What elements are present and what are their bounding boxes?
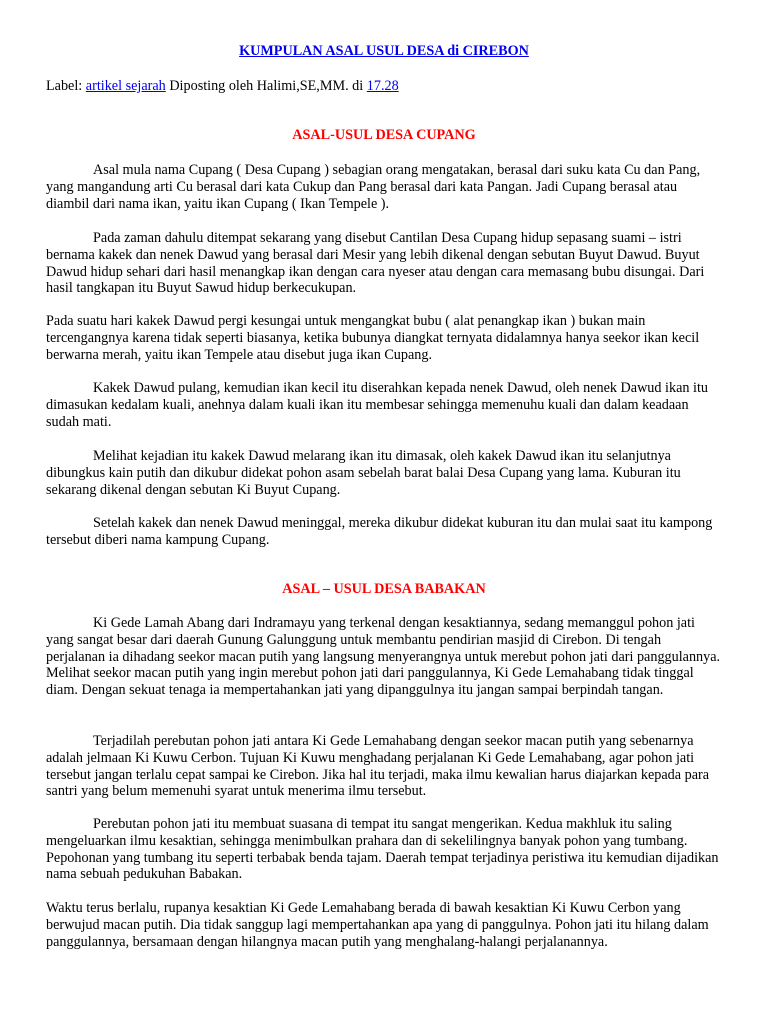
section-title-cupang: ASAL-USUL DESA CUPANG <box>292 127 476 143</box>
paragraph: Setelah kakek dan nenek Dawud meninggal, mereka dikubur didekat kuburan itu dan mulai saat itu kampong tersebut diberi nama kampung Cupang. <box>46 515 713 548</box>
document-title-link[interactable]: KUMPULAN ASAL USUL DESA di CIREBON <box>239 43 529 59</box>
label-link[interactable]: artikel sejarah <box>85 78 166 94</box>
paragraph: Melihat kejadian itu kakek Dawud melarang ikan itu dimasak, oleh kakek Dawud ikan itu selanjutnya dibungkus kain putih dan dikubur didekat pohon asam sebelah barat balai Desa Cupang yang lama. Kuburan itu sekarang dikenal dengan sebutan Ki Buyut Cupang. <box>46 448 681 498</box>
paragraph: Waktu terus berlalu, rupanya kesaktian Ki Gede Lemahabang berada di bawah kesaktian Ki Kuwu Cerbon yang berwujud macan putih. Dia tidak sanggup lagi mempertahankan apa yang di panggulnya. Pohon jati itu hilang dalam panggulannya, bersamaan dengan hilangnya macan putih yang menghalang-halangi perjalanannya. <box>46 900 709 950</box>
post-meta <box>46 78 399 95</box>
section-title-babakan: ASAL – USUL DESA BABAKAN <box>282 581 486 597</box>
paragraph: Terjadilah perebutan pohon jati antara Ki Gede Lemahabang dengan seekor macan putih yang sebenarnya adalah jelmaan Ki Kuwu Cerbon. Tujuan Ki Kuwu menghadang perjalanan Ki Gede Lemahabang, agar pohon jati tersebut jangan terlalu cepat sampai ke Cirebon. Jika hal itu terjadi, maka ilmu kewalian harus diajarkan kepada para santri yang belum memenuhi syarat untuk menerima ilmu tersebut. <box>46 733 710 800</box>
posted-by-text: Diposting oleh Halimi,SE,MM. di <box>169 78 364 94</box>
paragraph: Perebutan pohon jati itu membuat suasana di tempat itu sangat mengerikan. Kedua makhluk itu saling mengeluarkan ilmu kesaktian, sehingga menimbulkan prahara dan di sekelilingnya banyak pohon yang tumbang. Pepohonan yang tumbang itu seperti terbabak benda tajam. Daerah tempat terjadinya peristiwa itu kemudian dijadikan nama sebuah pedukuhan Babakan. <box>46 816 719 883</box>
paragraph: Ki Gede Lamah Abang dari Indramayu yang terkenal dengan kesaktiannya, sedang memanggul pohon jati yang sangat besar dari daerah Gunung Galunggung untuk membantu pendirian masjid di Cirebon. Di tengah perjalanan ia dihadang seekor macan putih yang langsung menyerangnya untuk merebut pohon jati dari panggulannya. Melihat seekor macan putih yang ingin merebut pohon jati dari panggulannya, Ki Gede Lemahabang tidak tinggal diam. Dengan sekuat tenaga ia mempertahankan jati yang dipanggulnya itu jangan sampai berpindah tangan. <box>46 615 721 699</box>
document-title <box>0 43 768 60</box>
paragraph: Pada zaman dahulu ditempat sekarang yang disebut Cantilan Desa Cupang hidup sepasang suami – istri bernama kakek dan nenek Dawud yang berasal dari Mesir yang lebih dikenal dengan sebutan Buyut Dawud. Buyut Dawud hidup sehari dari hasil menangkap ikan dengan cara nyeser atau dengan cara memasang bubu disungai. Dari hasil tangkapan itu Buyut Sawud hidup berkecukupan. <box>46 230 705 297</box>
paragraph: Pada suatu hari kakek Dawud pergi kesungai untuk mengangkat bubu ( alat penangkap ikan ) bukan main tercengangnya karena tidak seperti biasanya, ketika bubunya diangkat ternyata didalamnya hanya seekor ikan kecil berwarna merah, yaitu ikan Tempele atau disebut juga ikan Cupang. <box>46 313 700 363</box>
paragraph: Asal mula nama Cupang ( Desa Cupang ) sebagian orang mengatakan, berasal dari suku kata Cu dan Pang, yang mangandung arti Cu berasal dari kata Cukup dan Pang berasal dari kata Pangan. Jadi Cupang berasal atau diambil dari nama ikan, yaitu ikan Cupang ( Ikan Tempele ). <box>46 162 701 212</box>
label-prefix: Label: <box>46 78 83 94</box>
post-time-link[interactable]: 17.28 <box>366 78 399 94</box>
paragraph: Kakek Dawud pulang, kemudian ikan kecil itu diserahkan kepada nenek Dawud, oleh nenek Dawud ikan itu dimasukan kedalam kuali, anehnya dalam kuali ikan itu membesar sehingga memenuhu kuali dan dalam keadaan sudah mati. <box>46 380 708 430</box>
